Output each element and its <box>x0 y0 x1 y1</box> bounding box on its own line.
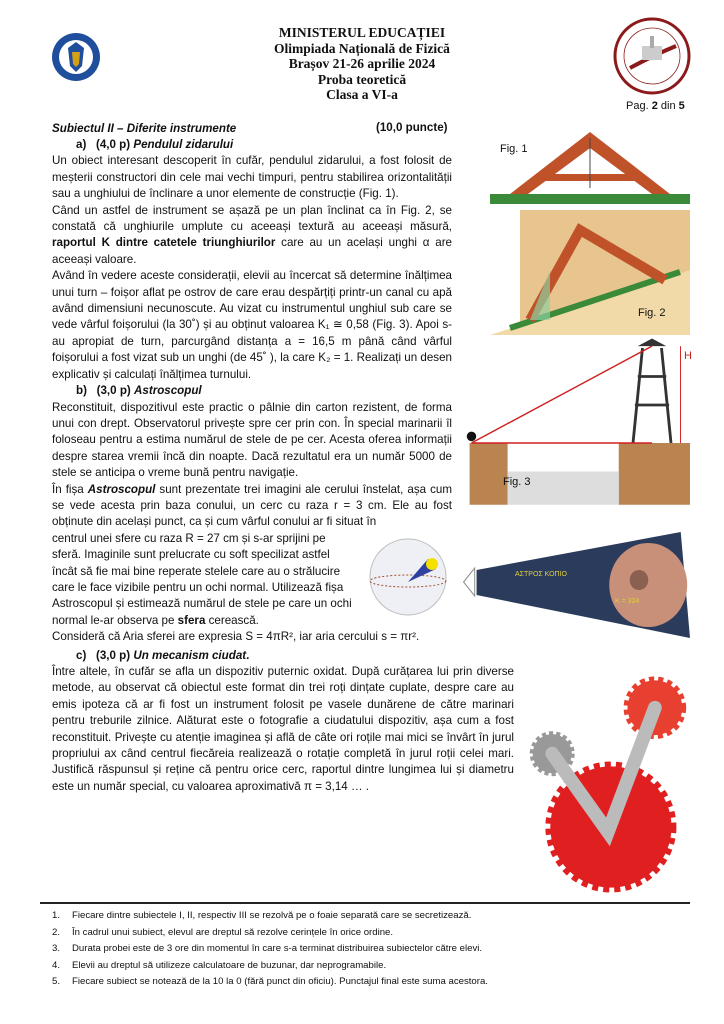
footer-rules <box>52 908 488 991</box>
government-logo <box>50 22 102 92</box>
part-b-paragraph-1: Reconstituit, dispozitivul este practic o pâlnie din carton rezistent, de forma unui con drept. Observatorul privește spre cer prin con. În special marinarii îl foloseau pentru a estima numărul de stele de pe cer. Acesta oferea informații despre starea vremii încă din noapte. Dacă rezultatul era un număr 5000 de stele se anticipa o vreme bună pentru navigație. <box>52 400 452 480</box>
fig1-masons-pendulum-image <box>490 128 690 208</box>
rule-item: 4. Elevii au dreptul să utilizeze calculatoare de buzunar, dar neprogramabile. <box>52 959 387 971</box>
rule-item: 2. În cadrul unui subiect, elevul are dreptul să rezolve cerințele în orice ordine. <box>52 926 394 938</box>
part-b-heading: b) (3,0 p) Astroscopul <box>76 384 202 398</box>
part-a-paragraph-2: Când un astfel de instrument se așază pe un plan înclinat ca în Fig. 2, se constată că unghiurile umplute cu aceeași textură au aceeași măsură, raportul K dintre catetele triunghiurilor care au un același unghi α are aceeași valoare. <box>52 203 452 266</box>
astroscope-count: K = 324 <box>615 598 640 605</box>
olympiad-name: Olimpiada Națională de Fizică <box>274 40 450 56</box>
ministry-name: MINISTERUL EDUCAȚIEI <box>278 25 446 40</box>
page-total: 5 <box>678 100 685 112</box>
fig2-label: Fig. 2 <box>638 307 666 319</box>
grade: Clasa a VI-a <box>326 87 398 102</box>
page-sep: din <box>660 100 676 112</box>
document-header <box>200 25 524 103</box>
part-a-paragraph-1: Un obiect interesant descoperit în cufăr, pendulul zidarului, a fost folosit de meșterii constructori din cele mai vechi timpuri, pentru stabilirea orizontalității sau a unghiului de înclinare a unor elemente de construcție (Fig. 1). <box>52 154 452 201</box>
fig1-label: Fig. 1 <box>500 143 528 155</box>
page-current: 2 <box>651 100 658 112</box>
rule-item: 5. Fiecare subiect se notează de la 10 la 0 (fără punct din oficiu). Punctajul final este suma acestora. <box>52 976 488 987</box>
gear-mechanism-image <box>518 668 694 898</box>
astroscope-image <box>458 530 690 640</box>
rule-item: 3. Durata probei este de 3 ore din momentul în care s-a terminat distribuirea subiectelor către elevi. <box>52 943 483 954</box>
subject-points: (10,0 puncte) <box>376 121 448 134</box>
part-b-paragraph-3: centrul unei sfere cu raza R = 27 cm și s-ar sprijini pe sferă. Imaginile sunt prelucrate cu soft specilizat astfel încât să fie mai bine reperate stelele care au o strălucire care le face vizibile pentru un ochi normal. Utilizează fișa Astroscopul și estimează numărul de stele pe care un ochi normal le-ar observa pe sfera cerească. <box>52 531 452 629</box>
fig3-label: Fig. 3 <box>503 476 531 488</box>
page-number <box>626 100 685 112</box>
part-c <box>52 648 514 796</box>
astroscope-label: ΑΣΤΡΟΣ ΚΟΠΙΟ <box>515 571 568 578</box>
part-b-paragraph-4: Consideră că Aria sferei are expresia S = 4πR², iar aria cercului s = πr². <box>52 630 420 644</box>
tower-height-label: H <box>684 350 692 362</box>
part-a-heading: a) (4,0 p) Pendulul zidarului <box>76 138 234 151</box>
fig3-tower-image <box>462 338 690 510</box>
subject-title: Subiectul II – Diferite instrumente <box>52 122 237 135</box>
page-prefix: Pag. <box>626 100 649 112</box>
part-c-paragraph-1: Între altele, în cufăr se afla un dispozitiv puternic oxidat. După curățarea lui prin diverse metode, au observat că obiectul este format din trei roți dințate cuplate, despre care au emis ipoteza că ar fi fost un instrument folosit pe vasele dunărene de către marinari pentru treburile zilnice. Alăturat este o fotografie a ciudatului dispozitiv, așa cum a fost reconstituit. Privește cu atenție imaginea și află de câte ori roțile mai mici se învârt în jurul propriului ax când centrul fiecăreia realizează o rotație completă în jurul roții celei mari. Justifică răspunsul și reține că pentru orice cerc, raportul dintre lungimea lui și diametru este un număr special, cu valoarea aproximativă π = 3,14 … . <box>52 665 514 793</box>
celestial-sphere-image <box>368 537 448 617</box>
olympiad-seal-logo <box>612 16 692 96</box>
place-date: Brașov 21-26 aprilie 2024 <box>288 56 436 71</box>
part-b-paragraph-2: În fișa Astroscopul sunt prezentate trei imagini ale cerului înstelat, așa cum se vede acesta prin baza conului, un cerc cu raza r = 3 cm. Ele au fost obținute din același punct, ca și cum vârful conului ar fi situat în <box>52 482 452 529</box>
text-column <box>52 137 514 795</box>
rule-item: 1. Fiecare dintre subiectele I, II, respectiv III se rezolvă pe o foaie separată care se secretizează. <box>52 910 472 921</box>
footer-divider <box>40 902 690 904</box>
part-a-paragraph-3: Având în vedere aceste considerații, elevii au încercat să determine înălțimea unui turn – foișor aflat pe ostrov de care erau despărțiți printr-un canal cu apă având dimensiuni necunoscute. Au vizat cu instrumentul unghiul sub care se vede vârful foișorului (la 30˚) și au obținut valoarea K₁ ≅ 0,58 (Fig. 3). Apoi s-au apropiat de turn, parcurgând distanța a = 16,5 m până când vârful foișorului a fost vizat sub un unghi (de 45˚ ), la care K₂ = 1. Realizați un desen explicativ și calculați înălțimea turnului. <box>52 269 452 381</box>
part-c-heading: c) (3,0 p) Un mecanism ciudat. <box>76 648 250 662</box>
test-name: Proba teoretică <box>317 71 407 87</box>
